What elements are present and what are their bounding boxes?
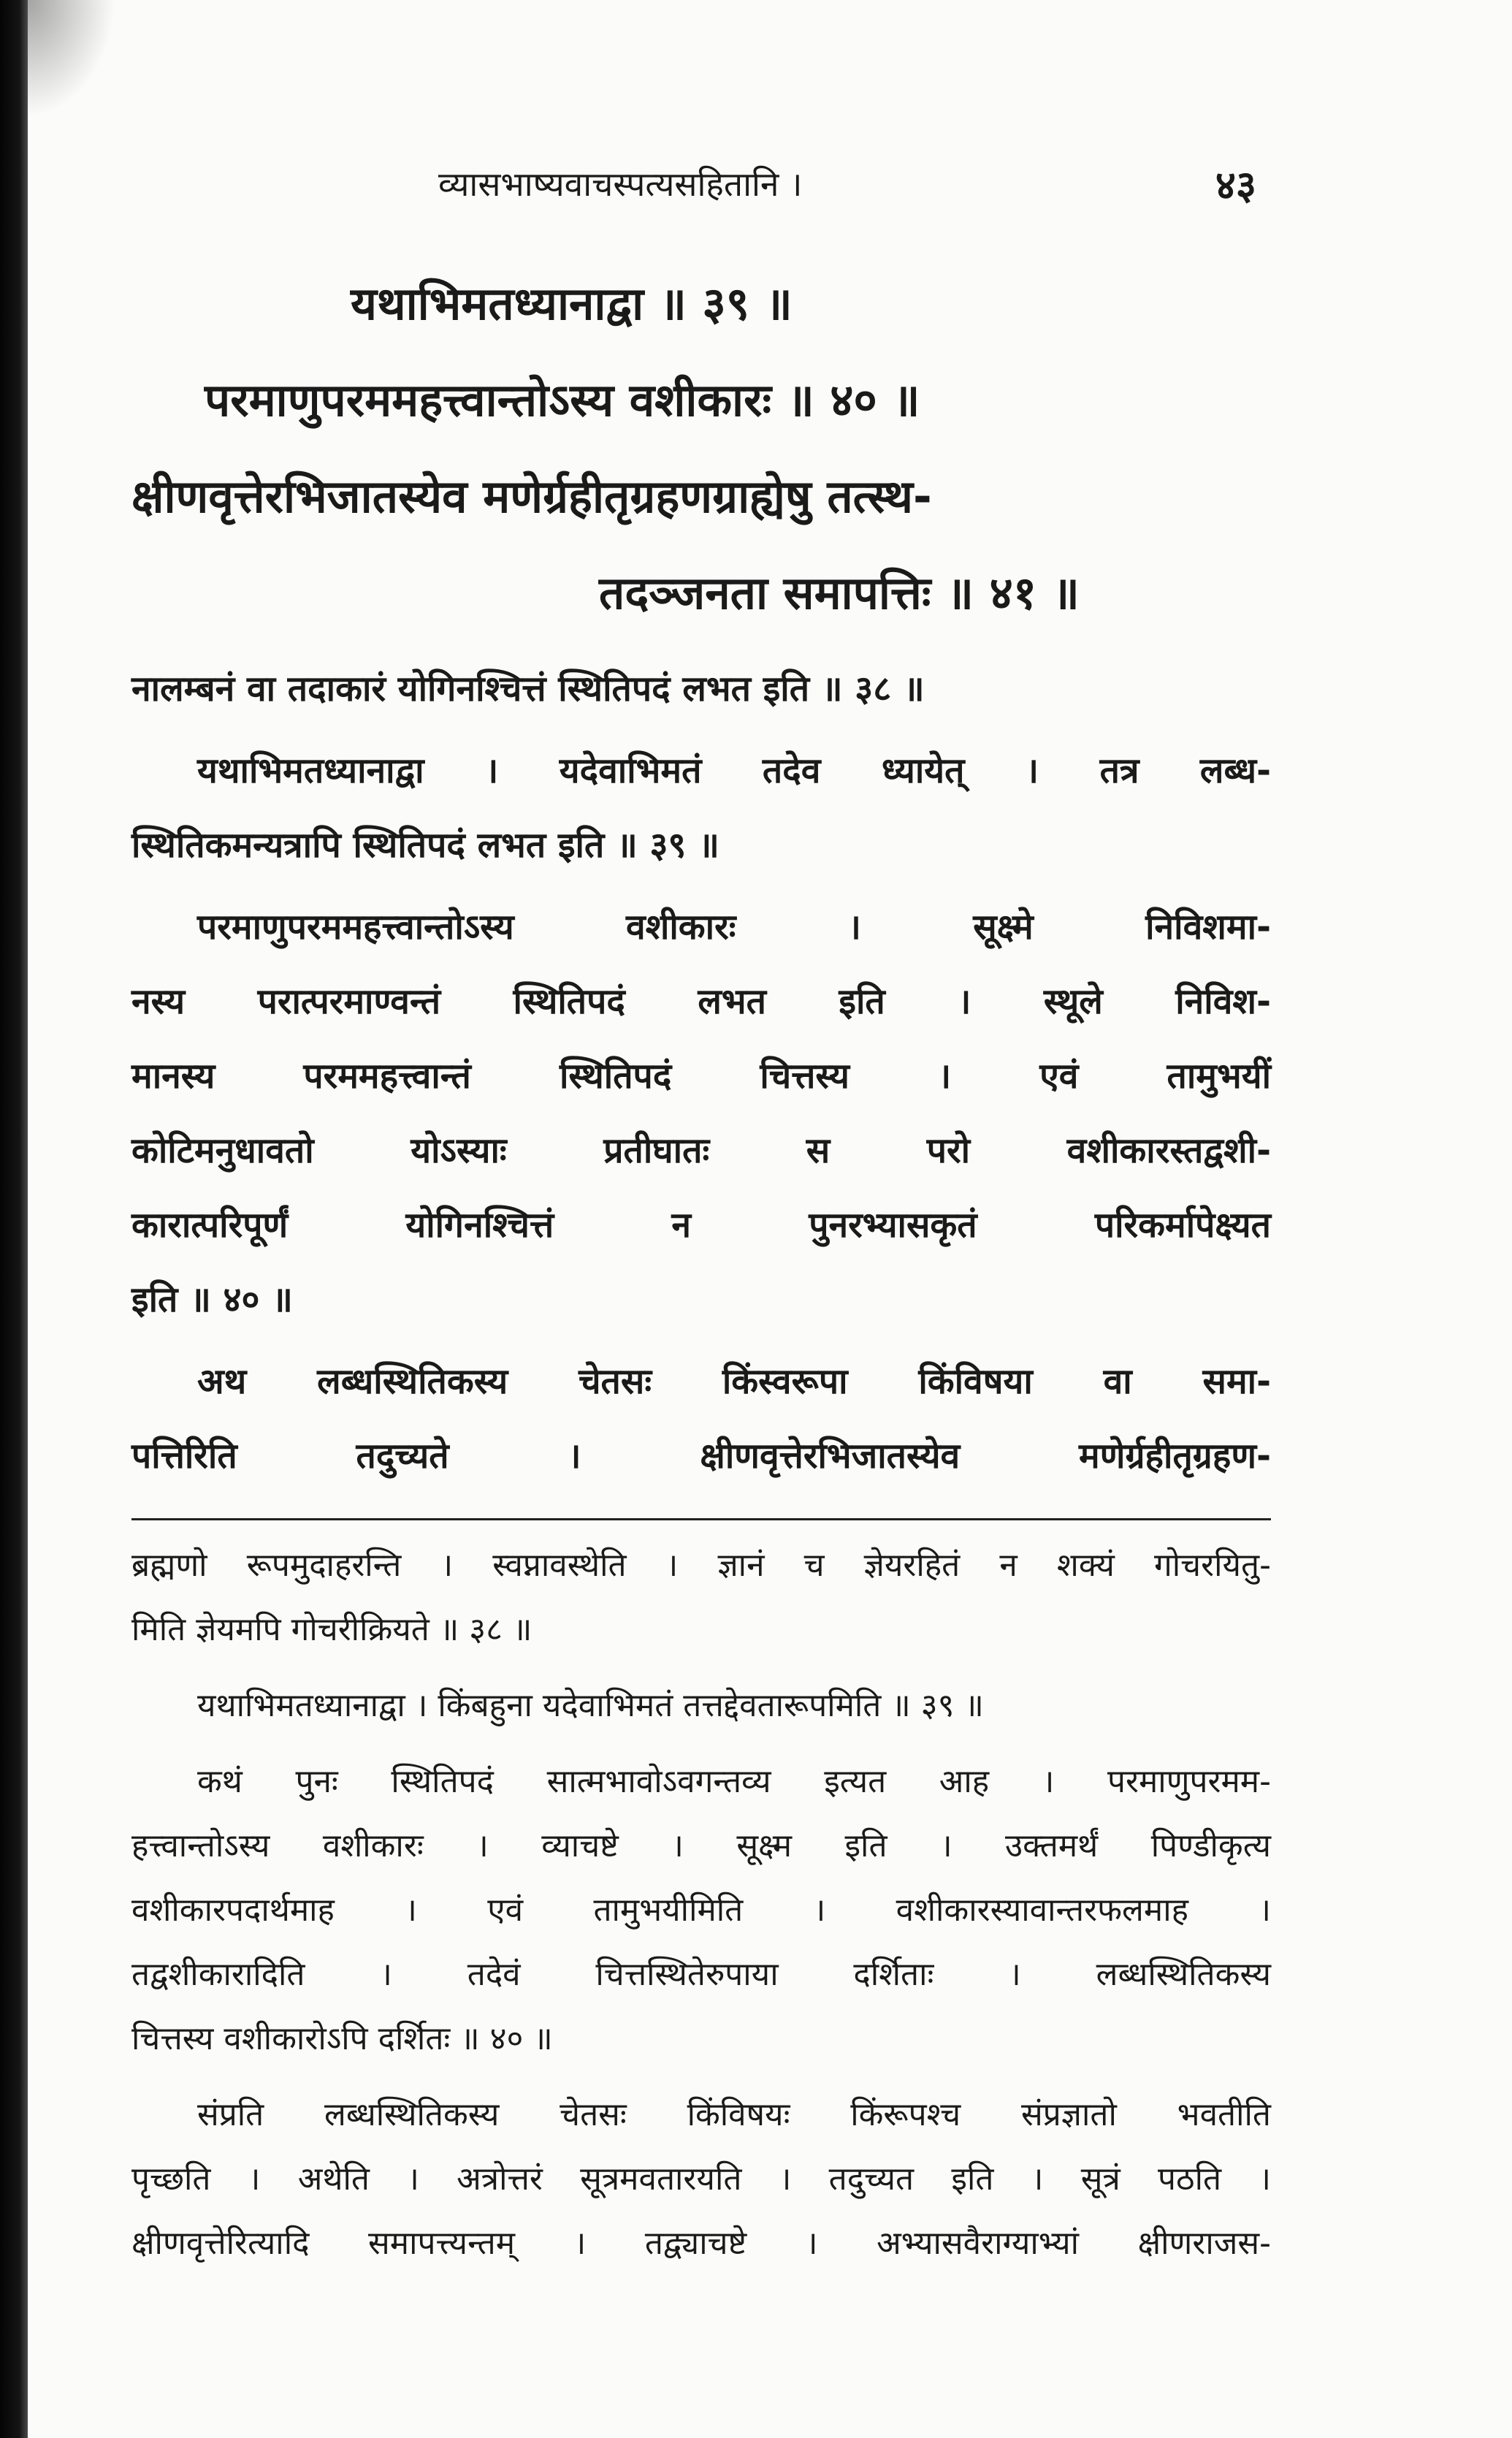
tika-line: संप्रति लब्धस्थितिकस्य चेतसः किंविषयः किंरूपश्च संप्रज्ञातो भवतीति bbox=[197, 2096, 1271, 2133]
sutra-40: परमाणुपरममहत्त्वान्तोऽस्य वशीकारः ॥ ४० ॥ bbox=[205, 373, 920, 427]
tika-line: हत्त्वान्तोऽस्य वशीकारः । व्याचष्टे । सूक्ष्म इति । उक्तमर्थं पिण्डीकृत्य bbox=[131, 1827, 1271, 1864]
book-spine-edge bbox=[0, 0, 28, 2438]
running-head: व्यासभाष्यवाचस्पत्यसहितानि । bbox=[438, 164, 803, 204]
tika-line: क्षीणवृत्तेरित्यादि समापत्त्यन्तम् । तद्व्याचष्टे । अभ्यासवैराग्याभ्यां क्षीणराजस- bbox=[131, 2225, 1271, 2262]
bhashya-line: पत्तिरिति तदुच्यते । क्षीणवृत्तेरभिजातस्येव मणेर्ग्रहीतृग्रहण- bbox=[131, 1436, 1271, 1477]
bhashya-commentary bbox=[131, 652, 1271, 1493]
bhashya-line: कोटिमनुधावतो योऽस्याः प्रतीघातः स परो वशीकारस्तद्वशी- bbox=[131, 1130, 1271, 1171]
tika-line: पृच्छति । अथेति । अत्रोत्तरं सूत्रमवतारयति । तदुच्यत इति । सूत्रं पठति । bbox=[131, 2160, 1271, 2198]
page-number: ४३ bbox=[1215, 161, 1256, 208]
sutra-block bbox=[131, 256, 1271, 641]
bhashya-line: यथाभिमतध्यानाद्वा । यदेवाभिमतं तदेव ध्यायेत् । तत्र लब्ध- bbox=[197, 750, 1271, 791]
book-page bbox=[131, 146, 1271, 2276]
bhashya-line: अथ लब्धस्थितिकस्य चेतसः किंस्वरूपा किंविषया वा समा- bbox=[197, 1361, 1271, 1402]
sutra-41-line-2: तदञ्जनता समापत्तिः ॥ ४१ ॥ bbox=[599, 566, 1080, 620]
bhashya-line: मानस्य परममहत्त्वान्तं स्थितिपदं चित्तस्य । एवं तामुभयीं bbox=[131, 1056, 1271, 1097]
footnote-divider bbox=[131, 1518, 1271, 1520]
bhashya-line: इति ॥ ४० ॥ bbox=[131, 1279, 293, 1320]
scan-shadow bbox=[28, 0, 115, 117]
page-header bbox=[131, 146, 1271, 212]
sutra-39: यथाभिमतध्यानाद्वा ॥ ३९ ॥ bbox=[351, 277, 793, 330]
sutra-41-line-1: क्षीणवृत्तेरभिजातस्येव मणेर्ग्रहीतृग्रहणग्राह्येषु तत्स्थ- bbox=[131, 470, 932, 523]
tika-commentary bbox=[131, 1534, 1271, 2276]
tika-line: तद्वशीकारादिति । तदेवं चित्तस्थितेरुपाया दर्शिताः । लब्धस्थितिकस्य bbox=[131, 1956, 1271, 1993]
tika-line: ब्रह्मणो रूपमुदाहरन्ति । स्वप्नावस्थेति । ज्ञानं च ज्ञेयरहितं न शक्यं गोचरयितु- bbox=[131, 1547, 1271, 1584]
bhashya-line: नालम्बनं वा तदाकारं योगिनश्चित्तं स्थितिपदं लभत इति ॥ ३८ ॥ bbox=[131, 668, 925, 709]
tika-line: चित्तस्य वशीकारोऽपि दर्शितः ॥ ४० ॥ bbox=[131, 2020, 553, 2057]
bhashya-line: स्थितिकमन्यत्रापि स्थितिपदं लभत इति ॥ ३९ ॥ bbox=[131, 825, 719, 866]
tika-line: मिति ज्ञेयमपि गोचरीक्रियते ॥ ३८ ॥ bbox=[131, 1611, 532, 1648]
bhashya-line: कारात्परिपूर्णं योगिनश्चित्तं न पुनरभ्यासकृतं परिकर्मापेक्ष्यत bbox=[131, 1205, 1271, 1246]
bhashya-line: परमाणुपरममहत्त्वान्तोऽस्य वशीकारः । सूक्ष्मे निविशमा- bbox=[197, 907, 1271, 948]
bhashya-line: नस्य परात्परमाण्वन्तं स्थितिपदं लभत इति । स्थूले निविश- bbox=[131, 981, 1271, 1022]
tika-line: वशीकारपदार्थमाह । एवं तामुभयीमिति । वशीकारस्यावान्तरफलमाह । bbox=[131, 1892, 1271, 1929]
tika-line: कथं पुनः स्थितिपदं सात्मभावोऽवगन्तव्य इत्यत आह । परमाणुपरमम- bbox=[197, 1763, 1271, 1800]
tika-line: यथाभिमतध्यानाद्वा । किंबहुना यदेवाभिमतं तत्तद्देवतारूपमिति ॥ ३९ ॥ bbox=[197, 1687, 984, 1724]
